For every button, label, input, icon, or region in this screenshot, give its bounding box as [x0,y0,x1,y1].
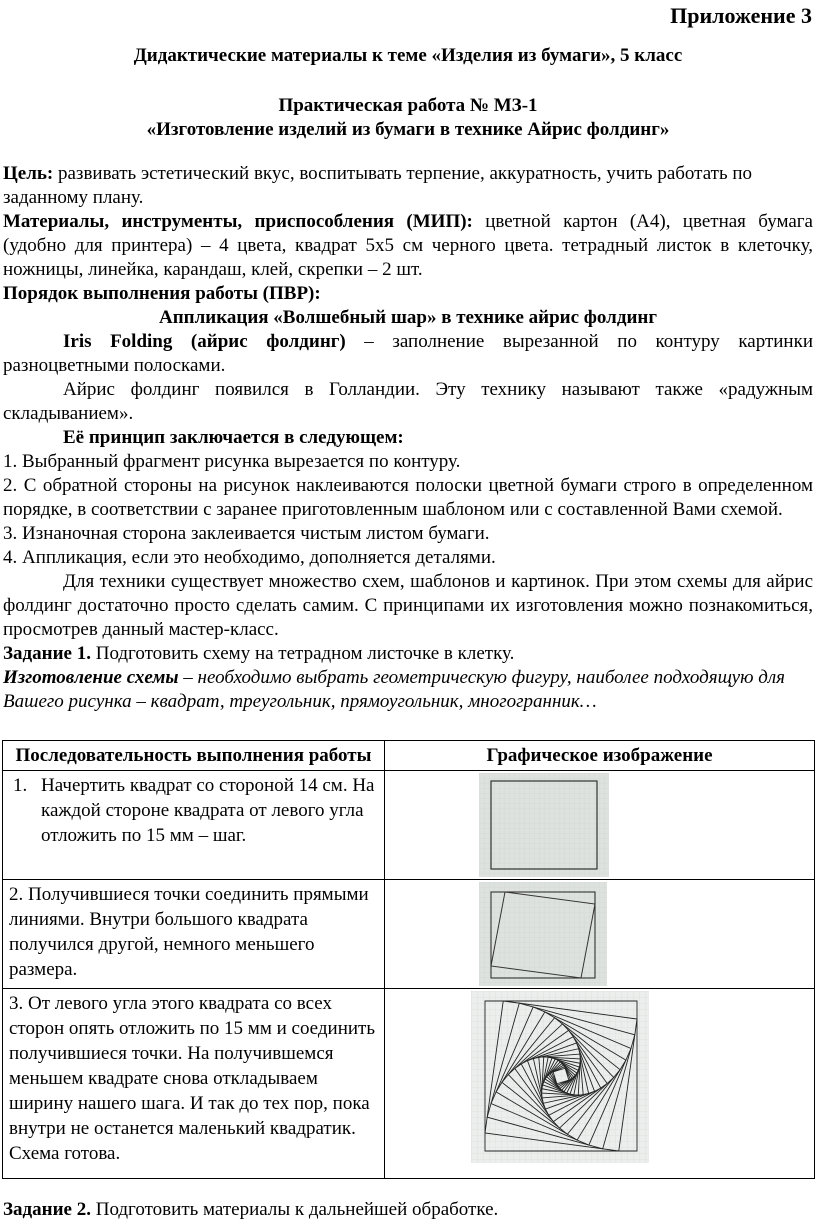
steps-table [2,740,815,1179]
iris-paragraph [3,330,813,378]
procedure-heading [3,282,813,306]
procedure-label: Порядок выполнения работы (ПВР): [3,283,321,304]
square-scheme-image [479,773,609,877]
step-text: Начертить квадрат со стороной 14 см. На каждой стороне квадрата от левого угла отложить по 15 мм – шаг. [41,775,375,846]
materials-label: Материалы, инструменты, приспособления (МИП): [3,211,473,232]
table-row [3,880,815,989]
table-header-image: Графическое изображение [385,741,815,771]
step-1: 1. Выбранный фрагмент рисунка вырезается по контуру. [3,451,461,472]
iris-text: – заполнение вырезанной по контуру картинки разноцветными полосками. [3,331,813,376]
step-4: 4. Аппликация, если это необходимо, дополняется деталями. [3,547,496,568]
principle-heading [3,426,813,450]
task1-paragraph [3,642,813,666]
table-row [3,989,815,1179]
step-2: 2. С обратной стороны на рисунок наклеиваются полоски цветной бумаги строго в определенном порядке, в соответствии с заранее приготовленным шаблоном или с составленной Вами схемой. [3,475,813,520]
table-row [3,771,815,880]
schemes-paragraph: Для техники существует множество схем, шаблонов и картинок. При этом схемы для айрис фолдинг достаточно просто сделать самим. С принципами их изготовления можно познакомиться, просмотрев данный мастер-класс. [3,571,813,640]
work-subtitle: «Изготовление изделий из бумаги в технике Айрис фолдинг» [146,119,670,140]
document-body [3,162,813,714]
making-paragraph [3,666,813,714]
table-cell-image [385,989,815,1179]
table-cell-step: 2. Получившиеся точки соединить прямыми линиями. Внутри большого квадрата получился другой, немного меньшего размера. [3,880,385,989]
numbered-step [9,773,378,848]
document-title: Дидактические материалы к теме «Изделия из бумаги», 5 класс [133,45,683,66]
goal-label: Цель: [3,163,54,184]
materials-paragraph [3,210,813,282]
principle-label: Её принцип заключается в следующем: [63,427,404,448]
table-cell-image [385,771,815,880]
goal-paragraph [3,162,813,210]
spiral-scheme-image [471,991,649,1163]
table-header-sequence: Последовательность выполнения работы [3,741,385,771]
work-title: Практическая работа № МЗ-1 [278,95,538,116]
appendix-label: Приложение 3 [670,3,812,28]
iris-label: Iris Folding (айрис фолдинг) [63,331,346,352]
application-title: Аппликация «Волшебный шар» в технике айрис фолдинг [159,307,657,328]
task1-label: Задание 1. [3,643,91,664]
task2-text: Подготовить материалы к дальнейшей обработке. [90,1199,499,1220]
table-cell-step [3,771,385,880]
task2-label: Задание 2. [3,1199,91,1220]
goal-text: развивать эстетический вкус, воспитывать терпение, аккуратность, учить работать по заданному плану. [3,163,753,208]
task2-paragraph [3,1198,498,1222]
table-header-row [3,741,815,771]
step-number: 1. [13,775,28,796]
table-cell-step: 3. От левого угла этого квадрата со всех сторон опять отложить по 15 мм и соединить получившиеся точки. На получившемся меньшем квадрате снова откладываем ширину нашего шага. И так до тех пор, пока внутри не останется маленький квадратик. Схема готова. [3,989,385,1179]
task1-text: Подготовить схему на тетрадном листочке в клетку. [90,643,515,664]
step-3: 3. Изнаночная сторона заклеивается чистым листом бумаги. [3,523,490,544]
rotated-square-scheme-image [479,882,607,986]
materials-text: цветной картон (А4), цветная бумага (удобно для принтера) – 4 цвета, квадрат 5х5 см черного цвета. тетрадный листок в клеточку, ножницы, линейка, карандаш, клей, скрепки – 2 шт. [3,211,813,280]
table-cell-image [385,880,815,989]
making-label: Изготовление схемы [3,667,179,688]
holland-paragraph: Айрис фолдинг появился в Голландии. Эту технику называют также «радужным складыванием». [3,379,813,424]
making-text: – необходимо выбрать геометрическую фигуру, наиболее подходящую для Вашего рисунка – квадрат, треугольник, прямоугольник, многогранник… [3,667,785,712]
